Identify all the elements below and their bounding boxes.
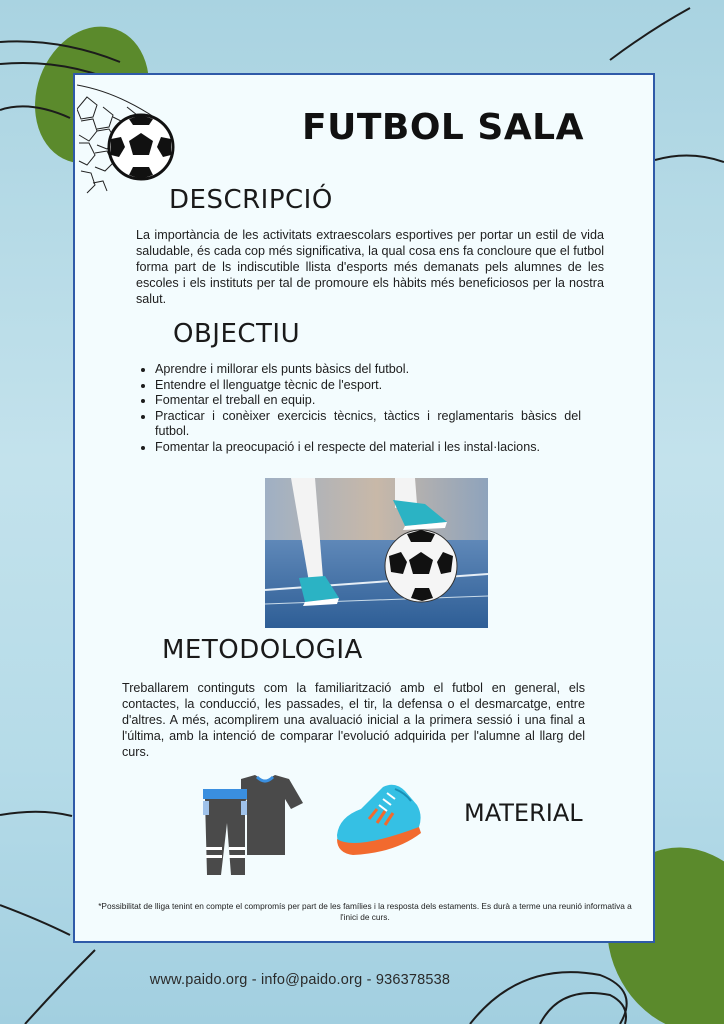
- deco-line: [610, 8, 690, 60]
- descripcio-heading: DESCRIPCIÓ: [169, 185, 333, 215]
- sports-clothes-icon: [201, 775, 305, 879]
- futsal-photo: [265, 478, 488, 628]
- page-title: FUTBOL SALA: [302, 107, 584, 148]
- objectiu-list: [137, 362, 581, 455]
- list-item: • Practicar i conèixer exercicis tècnics, tàctics i reglamentaris bàsics del futbol.: [155, 409, 581, 440]
- deco-line: [0, 812, 72, 816]
- list-item: • Entendre el llenguatge tècnic de l'esport.: [155, 378, 581, 394]
- descripcio-text: La importància de les activitats extraescolars esportives per portar un estil de vida saludable, és cada cop més significativa, la qual cosa ens fa concloure que el futbol forma part de ls indiscutible llista d'esports més demanats pels alumnes de les escoles i els instituts per tal de promoure els hàbits més beneficiosos per la nostra salut.: [136, 228, 604, 306]
- material-heading: MATERIAL: [464, 799, 583, 827]
- list-item: • Aprendre i millorar els punts bàsics del futbol.: [155, 362, 581, 378]
- footnote: *Possibilitat de lliga tenint en compte el compromís per part de les famílies i la resposta dels estaments. Es durà a terme una reunió informativa a l'inici de curs.: [98, 901, 632, 922]
- sports-shoe-icon: [335, 783, 423, 857]
- metodologia-heading: METODOLOGIA: [162, 635, 363, 665]
- list-item: • Fomentar la preocupació i el respecte del material i les instal·lacions.: [155, 440, 581, 456]
- metodologia-text: Treballarem continguts com la familiarització amb el futbol en general, els contactes, la conducció, les passades, el tir, la defensa o el desmarcatge, entre d'altres. A més, acomplirem una avaluació inicial a la primera sessió i una final a l'última, amb la intenció de comparar l'evolució adquirida per l'alumne al llarg del curs.: [122, 681, 585, 759]
- deco-line: [655, 155, 724, 162]
- contact-info: www.paido.org - info@paido.org - 936378538: [149, 972, 451, 988]
- soccer-net-ball-icon: [77, 77, 177, 207]
- deco-line: [540, 993, 626, 1024]
- objectiu-heading: OBJECTIU: [173, 319, 301, 349]
- deco-line: [0, 905, 70, 935]
- list-item: • Fomentar el treball en equip.: [155, 393, 581, 409]
- flyer-card: [73, 73, 655, 943]
